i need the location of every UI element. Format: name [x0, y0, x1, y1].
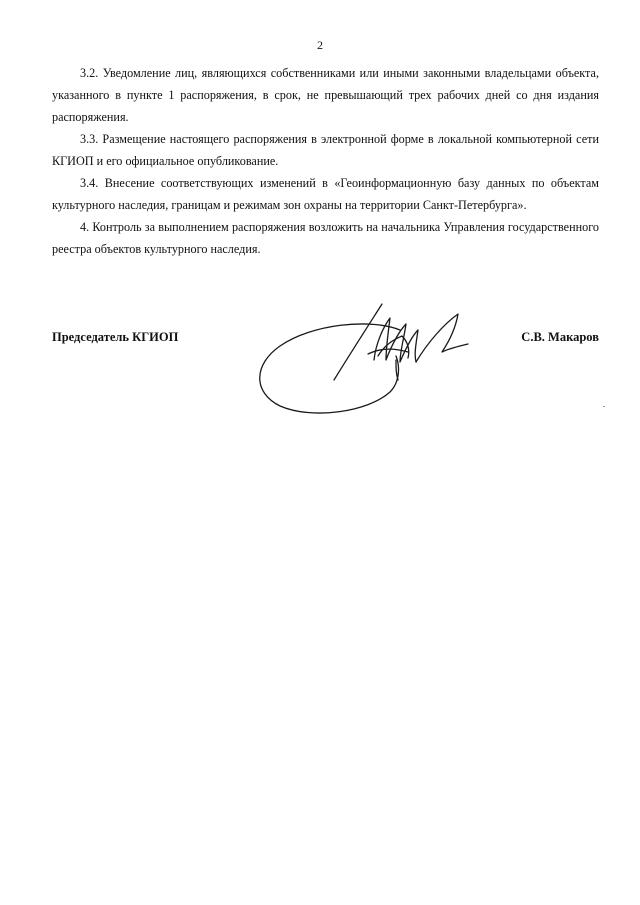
- handwritten-signature-icon: [250, 296, 470, 418]
- signatory-name: С.В. Макаров: [521, 330, 599, 344]
- paragraph-3-3: 3.3. Размещение настоящего распоряжения в электронной форме в локальной компьютерной сети КГИОП и его официальное опубликование.: [52, 132, 599, 168]
- page-number: 2: [317, 38, 323, 52]
- paragraph-3-2: 3.2. Уведомление лиц, являющихся собственниками или иными законными владельцами объекта, указанного в пункте 1 распоряжения, в срок, не превышающий трех рабочих дней со дня издания распоряжения.: [52, 66, 599, 124]
- signatory-title: Председатель КГИОП: [52, 330, 179, 344]
- paragraph-3-4: 3.4. Внесение соответствующих изменений в «Геоинформационную базу данных по объектам культурного наследия, границам и режимам зон охраны на территории Санкт-Петербурга».: [52, 176, 599, 212]
- document-body: [52, 62, 599, 260]
- paragraph-4: 4. Контроль за выполнением распоряжения возложить на начальника Управления государственного реестра объектов культурного наследия.: [52, 220, 599, 256]
- scan-speck: [603, 406, 605, 407]
